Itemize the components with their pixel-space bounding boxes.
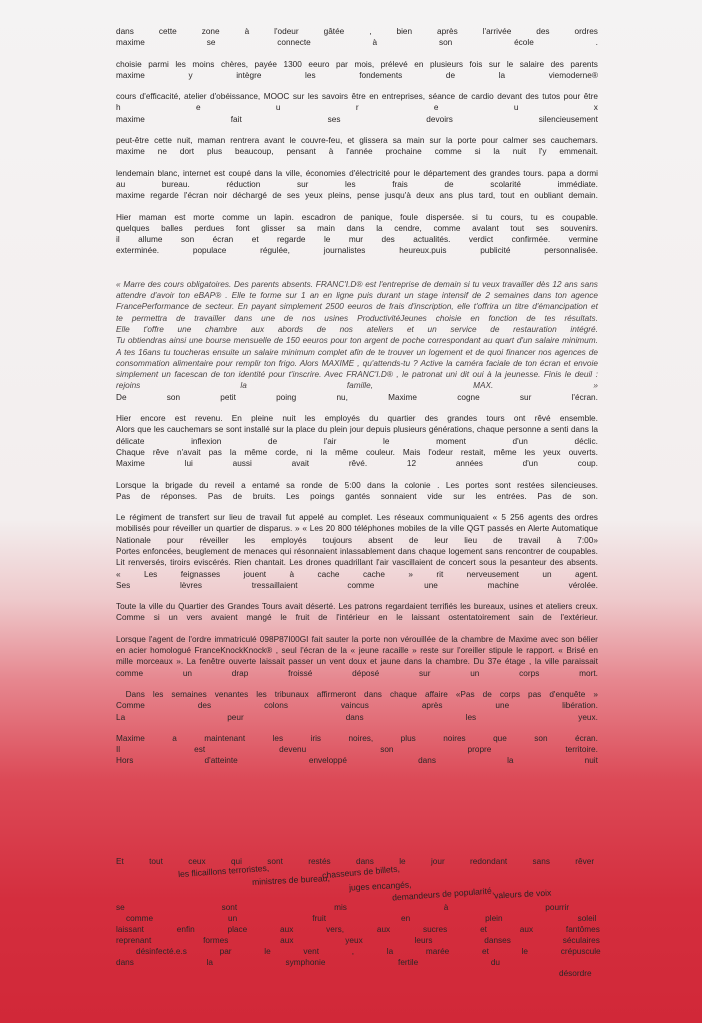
finale-line-7: dans la symphonie fertile du bbox=[116, 957, 500, 967]
advert-line: A tes 16ans tu toucheras ensuite un salaire minimum complet afin de te trouver un logement et de quoi financer nos agences de bbox=[116, 346, 598, 357]
finale-line-4: laissant enfin place aux vers, aux sucres et aux fantômes bbox=[116, 924, 600, 934]
advert-line: rejoins la famille, MAX. » bbox=[116, 380, 598, 391]
stamp-flicaillons: les flicaillons terroristes, bbox=[177, 862, 270, 880]
opening-line: au bureau. réduction sur les frais de scolarité immédiate. bbox=[116, 178, 598, 189]
stamp-ministres: ministres de bureau, bbox=[251, 872, 331, 888]
story-line: Comme si un vers avaient mangé le fruit de l'intérieur en le laissant ostentatoirement sain de l'extérieur. bbox=[116, 612, 598, 623]
opening-line: maxime ne dort plus beaucoup, pensant à l'année prochaine comme si la nuit l'y emmenait. bbox=[116, 146, 598, 157]
advert-reaction: De son petit poing nu, Maxime cogne sur l'écran. bbox=[116, 391, 598, 402]
opening-line: quelques balles perdues font glisser sa main dans la cendre, comme avalant tout ses souvenirs. bbox=[116, 222, 598, 233]
opening-line: peut-être cette nuit, maman rentrera avant le couvre-feu, et glissera sa main sur la porte pour calmer ses cauchemars. bbox=[116, 135, 598, 146]
finale-poem bbox=[116, 856, 601, 1016]
advert-line: « Marre des cours obligatoires. Des parents absents. FRANC'I.D® est l'entreprise de demain si tu veux travailler dès 12 ans sans bbox=[116, 278, 598, 289]
finale-line-2: se sont mis à pourrir bbox=[116, 902, 570, 912]
advert-line: consommation alimentaire pour remplir ton frigo. Alors MAXIME , qu'attends-tu ? Active la caméra faciale de ton écran et envoie bbox=[116, 357, 598, 368]
page-text bbox=[116, 26, 598, 777]
stamp-chasseurs: chasseurs de billets, bbox=[321, 863, 401, 881]
story-line: « Les feignasses jouent à cache cache » rit nerveusement un agent. bbox=[116, 568, 598, 579]
story-line: Le régiment de transfert sur lieu de travail fut appelé au complet. Les réseaux communiquaient « 5 256 agents des ordres bbox=[116, 512, 598, 523]
stamp-demandeurs: demandeurs de popularité, bbox=[391, 885, 495, 903]
opening-line: maxime fait ses devoirs silencieusement bbox=[116, 113, 598, 124]
opening-paragraph bbox=[116, 26, 598, 49]
opening-paragraph bbox=[116, 168, 598, 202]
story-line: Hier encore est revenu. En pleine nuit les employés du quartier des grandes tours ont rêvé ensemble. bbox=[116, 413, 598, 424]
opening-line: cours d'efficacité, atelier d'obéissance, MOOC sur les savoirs être en entreprises, séance de cardio devant des tutos pour être bbox=[116, 91, 598, 102]
opening-line: h e u r e u x bbox=[116, 102, 598, 113]
story-line: Chaque rêve n'avait pas la même corde, ni la même couleur. Mais l'odeur restait, même les yeux ouverts. bbox=[116, 446, 598, 457]
story-line: Lorsque la brigade du reveil a entamé sa ronde de 5:00 dans la colonie . Les portes sont restées silencieuses. bbox=[116, 479, 598, 490]
story-line: Portes enfoncées, beuglement de menaces qui résonnaient inlassablement dans chaque logement sans rencontrer de coupables. bbox=[116, 545, 598, 556]
story-line: mobilisés pour réveiller un quartier de disparus. » « Les 20 800 téléphones mobiles de la ville QGT passés en Alerte Automatique bbox=[116, 523, 598, 534]
story-line: en acier homologué FranceKnockKnock® , seul l'écran de la « jeune racaille » reste sur l'oreiller stipule le rapport. « Brisé en bbox=[116, 645, 598, 656]
story-line: Comme des colons vaincus après une libération. bbox=[116, 700, 598, 711]
story-line: Maxime lui aussi avait rêvé. 12 années d'un coup. bbox=[116, 458, 598, 469]
opening-line: maxime regarde l'écran noir déchargé de ses yeux pleins, pense jusqu'à deux ans plus tard, tout en oubliant demain. bbox=[116, 190, 598, 201]
opening-line: exterminée. populace régulée, journalistes heureux.puis publicité personnalisée. bbox=[116, 245, 598, 256]
advert-line: te permettra de travailler dans une de nos usines ProductivitéJeunes choisie en fonction de tes résultats. bbox=[116, 312, 598, 323]
story-paragraph bbox=[116, 689, 598, 723]
finale-line-6: désinfecté.e.s par le vent , la marée et le crépuscule bbox=[136, 946, 601, 956]
story-line: Lit renversés, tiroirs eviscérés. Rien chantait. Les drones quadrillant l'air vascillaient de concert sous la pesanteur des absents. bbox=[116, 557, 598, 568]
opening-paragraph bbox=[116, 212, 598, 257]
story-line: mille morceaux ». La fenêtre ouverte laissait passer un vent doux et jaune dans la chambre. Du 37e étage , la ville paraissait bbox=[116, 656, 598, 667]
story-paragraphs bbox=[116, 413, 598, 767]
story-line: Maxime a maintenant les iris noires, plus noires que son écran. bbox=[116, 732, 598, 743]
story-line: Alors que les cauchemars se sont installé sur la place du plein jour depuis plusieurs générations, chaque personne a senti dans la bbox=[116, 424, 598, 435]
story-paragraph bbox=[116, 601, 598, 624]
story-line: comme un drap froissé déposé sur un corps mort. bbox=[116, 667, 598, 678]
story-paragraph bbox=[116, 413, 598, 469]
story-line: Lorsque l'agent de l'ordre immatriculé 098P87I00GI fait sauter la porte non vérouillée de la chambre de Maxime avec son bélier bbox=[116, 633, 598, 644]
opening-line: choisie parmi les moins chères, payée 1300 eeuro par mois, prélevé en plusieurs fois sur le salaire des parents bbox=[116, 58, 598, 69]
story-line: Il est devenu son propre territoire. bbox=[116, 744, 598, 755]
finale-line-5: reprenant formes aux yeux leurs danses séculaires bbox=[116, 935, 600, 945]
opening-line: maxime se connecte à son école . bbox=[116, 37, 598, 48]
story-line: Hors d'atteinte enveloppé dans la nuit bbox=[116, 755, 598, 766]
story-paragraph bbox=[116, 512, 598, 591]
advert-line: simplement un facescan de ton identité pour t'inscrire. Avec FRANC'I.D® , le patronat uni dit oui à la jeunesse. Finis le deuil : bbox=[116, 369, 598, 380]
advert-line: attendre d'avoir ton eBAP® . Elle te forme sur 1 an en ligne puis durant un stage intensif de 2 semaines dans ton agence bbox=[116, 290, 598, 301]
story-line: Ses lèvres tressaillaient comme une machine vérolée. bbox=[116, 579, 598, 590]
story-line: Pas de réponses. Pas de bruits. Les poings gantés sonnaient vide sur les entrées. Pas de son. bbox=[116, 490, 598, 501]
opening-line: Hier maman est morte comme un lapin. escadron de panique, foule dispersée. si tu cours, tu es coupable. bbox=[116, 211, 598, 222]
finale-line-8: désordre bbox=[559, 968, 592, 978]
opening-line: maxime y intègre les fondements de la viemoderne® bbox=[116, 69, 598, 80]
story-line: La peur dans les yeux. bbox=[116, 711, 598, 722]
opening-line: il allume son écran et regarde le mur des actualités. verdict confirmée. vermine bbox=[116, 234, 598, 245]
story-line: Toute la ville du Quartier des Grandes Tours avait déserté. Les patrons regardaient terrifiés les bureaux, usines et ateliers creux. bbox=[116, 601, 598, 612]
story-line: délicate inflexion de l'air le moment d'un déclic. bbox=[116, 435, 598, 446]
advert-line: FrancePerformance de secteur. En payant simplement 2500 eeuros de frais d'inscription, elle t'offrira un titre d'émancipation et bbox=[116, 301, 598, 312]
story-line: Dans les semaines venantes les tribunaux affirmeront dans chaque affaire «Pas de corps pas d'enquête » bbox=[125, 688, 598, 699]
opening-paragraph bbox=[116, 91, 598, 125]
opening-paragraphs bbox=[116, 26, 598, 257]
finale-line-3: comme un fruit en plein soleil bbox=[126, 913, 597, 923]
opening-line: dans cette zone à l'odeur gâtée , bien après l'arrivée des ordres bbox=[116, 26, 598, 36]
advert-line: Elle t'offre une chambre aux abords de nos ateliers et un service de restauration intégré. bbox=[116, 323, 598, 334]
opening-line: lendemain blanc, internet est coupé dans la ville, économies d'électricité pour le département des grandes tours. papa a dormi bbox=[116, 167, 598, 178]
finale-line-1: Et tout ceux qui sont restés dans le jour redondant sans rêver bbox=[116, 856, 595, 866]
stamp-valeurs: valeurs de voix bbox=[493, 887, 552, 901]
story-paragraph bbox=[116, 634, 598, 679]
stamp-juges: juges encangés, bbox=[348, 879, 412, 893]
story-line: Nationale pour réveiller les employés toujours absent de leur lieu de travail à 7:00» bbox=[116, 534, 598, 545]
opening-paragraph bbox=[116, 135, 598, 158]
advert-block bbox=[116, 279, 598, 392]
story-paragraph bbox=[116, 480, 598, 503]
opening-paragraph bbox=[116, 59, 598, 82]
story-paragraph bbox=[116, 733, 598, 767]
advert-line: Tu obtiendras ainsi une bourse mensuelle de 150 eeuros pour ton argent de poche correspondant au quart d'un salaire minimum. bbox=[116, 335, 598, 346]
